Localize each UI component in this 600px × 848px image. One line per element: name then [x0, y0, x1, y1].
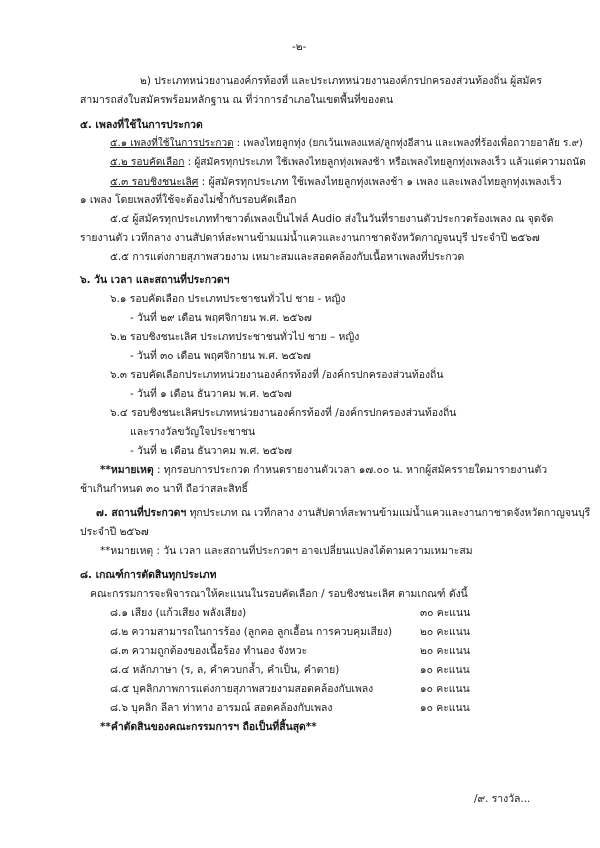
- round-4-date: - วันที่ ๒ เดือน ธันวาคม พ.ศ. ๒๕๖๗: [130, 445, 292, 457]
- section5-item-2-text: : ผู้สมัครทุกประเภท ใช้เพลงไทยลูกทุ่งเพลงช้า หรือเพลงไทยลูกทุ่งเพลงเร็ว แล้วแต่ความถนัด: [184, 157, 586, 168]
- criterion-5-points-value: ๑๐: [420, 683, 433, 695]
- criterion-3-points: [420, 644, 470, 658]
- section5-item-2: [110, 156, 586, 170]
- criterion-6-label: ๘.๖ บุคลิก ลีลา ท่าทาง อารมณ์ สอดคล้องกับเพลง: [110, 702, 333, 714]
- round-4-sub: และรางวัลขวัญใจประชาชน: [130, 426, 256, 438]
- criterion-5-points-unit: คะแนน: [436, 683, 470, 695]
- criterion-1-points-unit: คะแนน: [436, 607, 471, 619]
- section5-heading: ๕. เพลงที่ใช้ในการประกวด: [80, 119, 203, 131]
- criterion-6-points: [420, 701, 470, 715]
- round-1: ๖.๑ รอบคัดเลือก ประเภทประชาชนทั่วไป ชาย - หญิง: [110, 293, 346, 305]
- round-3: ๖.๓ รอบคัดเลือกประเภทหน่วยงานองค์กรท้องที่ /องค์กรปกครองส่วนท้องถิ่น: [110, 369, 444, 381]
- section5-item-4: ๕.๔ ผู้สมัครทุกประเภททำซาวด์เพลงเป็นไฟล์ Audio ส่งในวันที่รายงานตัวประกวดร้องเพลง ณ จุดจัด: [110, 213, 554, 225]
- section5-item-1-label: ๕.๑ เพลงที่ใช้ในการประกวด: [110, 138, 234, 149]
- round-1-date: - วันที่ ๒๙ เดือน พฤศจิกายน พ.ศ. ๒๕๖๗: [130, 312, 312, 324]
- intro-line-2: สามารถส่งใบสมัครพร้อมหลักฐาน ณ ที่ว่าการอำเภอในเขตพื้นที่ของตน: [80, 94, 394, 106]
- page-number: -๒-: [292, 41, 307, 53]
- criterion-4-points-unit: คะแนน: [436, 664, 470, 676]
- round-2-date: - วันที่ ๓๐ เดือน พฤศจิกายน พ.ศ. ๒๕๖๗: [130, 350, 311, 362]
- section7-note: **หมายเหตุ : วัน เวลา และสถานที่ประกวดฯ อาจเปลี่ยนแปลงได้ตามความเหมาะสม: [100, 545, 473, 557]
- section6-heading: ๖. วัน เวลา และสถานที่ประกวดฯ: [80, 274, 230, 286]
- criterion-2-points-unit: คะแนน: [436, 626, 470, 638]
- criterion-3-points-value: ๒๐: [420, 645, 434, 657]
- section5-item-3-text: : ผู้สมัครทุกประเภท ใช้เพลงไทยลูกทุ่งเพลงช้า ๑ เพลง และเพลงไทยลูกทุ่งเพลงเร็ว: [198, 176, 562, 188]
- section6-note: [100, 463, 547, 477]
- criterion-3-label: ๘.๓ ความถูกต้องของเนื้อร้อง ทำนอง จังหวะ: [110, 645, 308, 657]
- criterion-3-points-unit: คะแนน: [436, 645, 470, 657]
- criterion-2-points-value: ๒๐: [420, 626, 434, 638]
- criterion-6-points-value: ๑๐: [420, 702, 433, 714]
- section5-item-3-cont: ๑ เพลง โดยเพลงที่ใช้จะต้องไม่ซ้ำกับรอบคัดเลือก: [80, 194, 297, 206]
- intro-line-1: ๒) ประเภทหน่วยงานองค์กรท้องที่ และประเภทหน่วยงานองค์กรปกครองส่วนท้องถิ่น ผู้สมัคร: [140, 75, 542, 87]
- criterion-1-points: [420, 606, 470, 620]
- section5-item-3: [110, 175, 562, 189]
- section5-item-5: ๕.๕ การแต่งกายสุภาพสวยงาม เหมาะสมและสอดคล้องกับเนื้อหาเพลงที่ประกวด: [110, 251, 465, 263]
- criterion-5-points: [420, 682, 470, 696]
- section6-note-label: **หมายเหตุ: [100, 464, 154, 476]
- final-decision-note: **คำตัดสินของคณะกรรมการฯ ถือเป็นที่สิ้นสุด**: [100, 721, 317, 733]
- criterion-6-points-unit: คะแนน: [436, 702, 470, 714]
- criterion-5-label: ๘.๕ บุคลิกภาพการแต่งกายสุภาพสวยงามสอดคล้องกับเพลง: [110, 683, 374, 695]
- round-4: ๖.๔ รอบชิงชนะเลิศประเภทหน่วยงานองค์กรท้องที่ /องค์กรปกครองส่วนท้องถิ่น: [110, 407, 457, 419]
- criterion-4-points-value: ๑๐: [420, 664, 433, 676]
- section7-line-2: ประจำปี ๒๕๖๗: [80, 526, 149, 538]
- section7-text: ทุกประเภท ณ เวทีกลาง งานสัปดาห์สะพานข้ามแม่น้ำแควและงานกาชาดจังหวัดกาญจนบุรี: [186, 507, 591, 519]
- section7-label: ๗. สถานที่ประกวดฯ: [96, 507, 187, 519]
- criterion-1-label: ๘.๑ เสียง (แก้วเสียง พลังเสียง): [110, 607, 247, 619]
- section6-note-text: : ทุกรอบการประกวด กำหนดรายงานตัวเวลา ๑๗.๐๐ น. หากผู้สมัครรายใดมารายงานตัว: [153, 464, 548, 476]
- criterion-1-points-value: ๓๐: [420, 607, 434, 619]
- next-page-reference: /๙. รางวัล...: [474, 793, 531, 805]
- section7-line-1: [96, 506, 590, 520]
- section5-item-4-cont: รายงานตัว เวทีกลาง งานสัปดาห์สะพานข้ามแม่น้ำแควและงานกาชาดจังหวัดกาญจนบุรี ประจำปี ๒๕๖๗: [80, 232, 540, 244]
- criterion-4-points: [420, 663, 470, 677]
- section6-note-cont: ช้าเกินกำหนด ๓๐ นาที ถือว่าสละสิทธิ์: [80, 483, 248, 495]
- round-2: ๖.๒ รอบชิงชนะเลิศ ประเภทประชาชนทั่วไป ชาย – หญิง: [110, 331, 360, 343]
- section5-item-3-label: ๕.๓ รอบชิงชนะเลิศ: [110, 176, 199, 188]
- section5-item-2-label: ๕.๒ รอบคัดเลือก: [110, 157, 185, 168]
- section5-item-1-text: : เพลงไทยลูกทุ่ง (ยกเว้นเพลงแหล่/ลูกทุ่งอีสาน และเพลงที่ร้องเพื่อถวายอาลัย ร.๙): [233, 138, 583, 149]
- criterion-2-points: [420, 625, 470, 639]
- section5-item-1: [110, 137, 583, 151]
- criterion-4-label: ๘.๔ หลักภาษา (ร, ล, คำควบกล้ำ, คำเป็น, คำตาย): [110, 664, 340, 676]
- section8-heading: ๘. เกณฑ์การตัดสินทุกประเภท: [80, 569, 217, 581]
- round-3-date: - วันที่ ๑ เดือน ธันวาคม พ.ศ. ๒๕๖๗: [130, 388, 292, 400]
- section8-intro: คณะกรรมการจะพิจารณาให้คะแนนในรอบคัดเลือก / รอบชิงชนะเลิศ ตามเกณฑ์ ดังนี้: [90, 588, 468, 600]
- criterion-2-label: ๘.๒ ความสามารถในการร้อง (ลูกคอ ลูกเอื้อน การควบคุมเสียง): [110, 626, 393, 638]
